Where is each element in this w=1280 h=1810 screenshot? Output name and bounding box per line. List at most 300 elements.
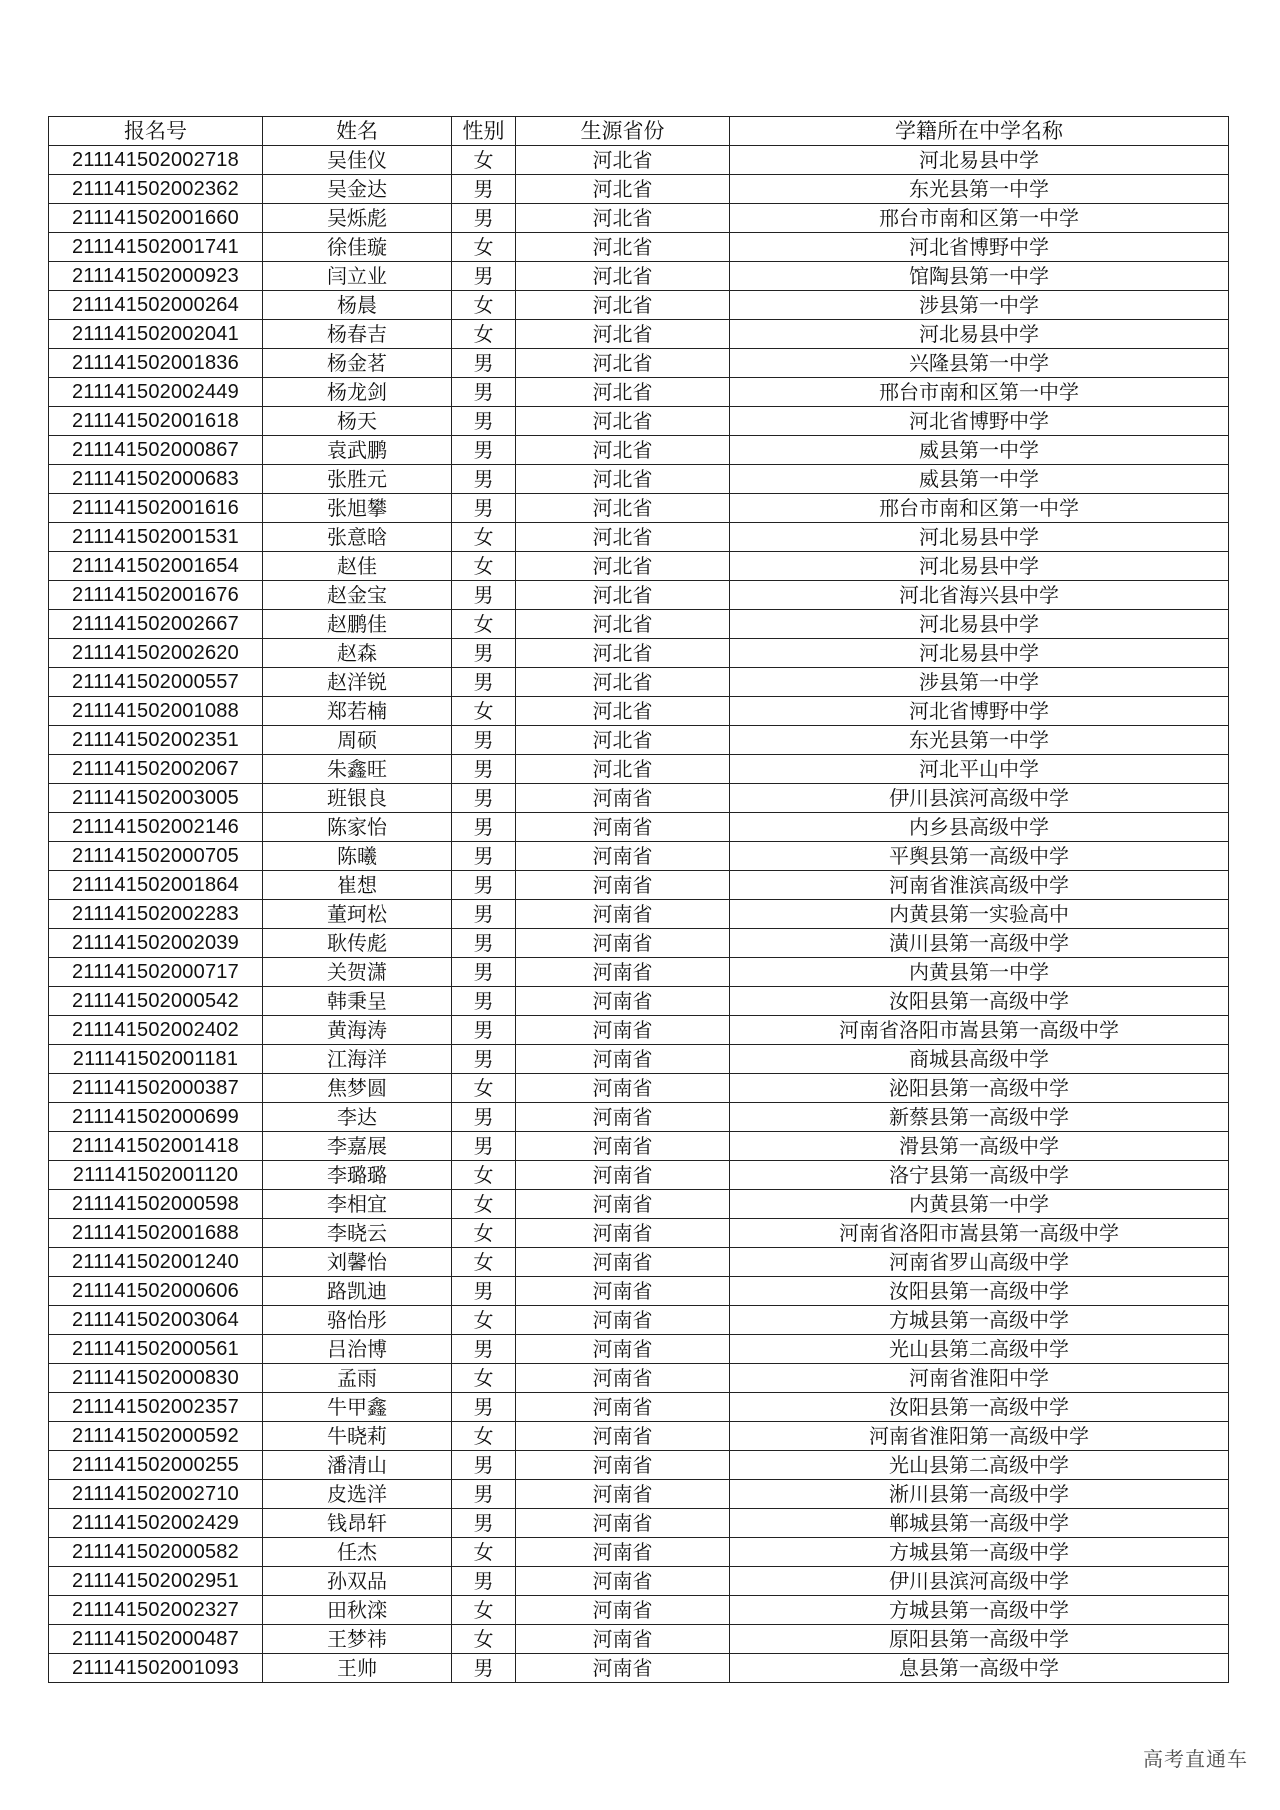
school-name-cell: 内黄县第一实验高中 — [730, 900, 1229, 929]
school-name-cell: 河北省博野中学 — [730, 233, 1229, 262]
source-province-cell: 河北省 — [516, 436, 730, 465]
student-name-cell: 李晓云 — [263, 1219, 452, 1248]
source-province-cell: 河南省 — [516, 1190, 730, 1219]
gender-cell: 男 — [452, 668, 516, 697]
school-name-cell: 内黄县第一中学 — [730, 1190, 1229, 1219]
school-name-cell: 潢川县第一高级中学 — [730, 929, 1229, 958]
school-name-cell: 淅川县第一高级中学 — [730, 1480, 1229, 1509]
gender-cell: 男 — [452, 1393, 516, 1422]
source-province-cell: 河南省 — [516, 871, 730, 900]
source-province-cell: 河北省 — [516, 494, 730, 523]
student-name-cell: 杨晨 — [263, 291, 452, 320]
table-row — [49, 1364, 1229, 1393]
registration-number-cell: 211141502000557 — [49, 668, 263, 697]
gender-cell: 女 — [452, 291, 516, 320]
school-name-cell: 泌阳县第一高级中学 — [730, 1074, 1229, 1103]
registration-number-cell: 211141502003064 — [49, 1306, 263, 1335]
table-row — [49, 175, 1229, 204]
school-name-cell: 新蔡县第一高级中学 — [730, 1103, 1229, 1132]
student-name-cell: 杨春吉 — [263, 320, 452, 349]
school-name-cell: 方城县第一高级中学 — [730, 1596, 1229, 1625]
gender-cell: 男 — [452, 378, 516, 407]
student-name-cell: 路凯迪 — [263, 1277, 452, 1306]
school-name-cell: 兴隆县第一中学 — [730, 349, 1229, 378]
gender-cell: 男 — [452, 494, 516, 523]
source-province-cell: 河北省 — [516, 523, 730, 552]
source-province-cell: 河北省 — [516, 610, 730, 639]
student-name-cell: 李嘉展 — [263, 1132, 452, 1161]
table-row — [49, 465, 1229, 494]
student-name-cell: 李达 — [263, 1103, 452, 1132]
source-province-cell: 河北省 — [516, 175, 730, 204]
source-province-cell: 河南省 — [516, 1016, 730, 1045]
source-province-cell: 河北省 — [516, 320, 730, 349]
gender-cell: 男 — [452, 262, 516, 291]
source-province-cell: 河南省 — [516, 1538, 730, 1567]
school-name-cell: 原阳县第一高级中学 — [730, 1625, 1229, 1654]
table-row — [49, 1132, 1229, 1161]
registration-number-cell: 211141502000606 — [49, 1277, 263, 1306]
student-name-cell: 赵洋锐 — [263, 668, 452, 697]
gender-cell: 男 — [452, 1480, 516, 1509]
student-name-cell: 田秋滦 — [263, 1596, 452, 1625]
student-name-cell: 钱昂轩 — [263, 1509, 452, 1538]
table-row — [49, 1625, 1229, 1654]
gender-cell: 男 — [452, 349, 516, 378]
school-name-cell: 馆陶县第一中学 — [730, 262, 1229, 291]
school-name-cell: 河北易县中学 — [730, 610, 1229, 639]
registration-number-cell: 211141502002429 — [49, 1509, 263, 1538]
student-name-cell: 赵鹏佳 — [263, 610, 452, 639]
gender-cell: 女 — [452, 1596, 516, 1625]
table-row — [49, 610, 1229, 639]
table-row — [49, 639, 1229, 668]
table-row — [49, 1480, 1229, 1509]
registration-number-cell: 211141502001660 — [49, 204, 263, 233]
gender-cell: 女 — [452, 1219, 516, 1248]
source-province-cell: 河南省 — [516, 1393, 730, 1422]
student-name-cell: 吕治博 — [263, 1335, 452, 1364]
source-province-cell: 河北省 — [516, 146, 730, 175]
table-row — [49, 1654, 1229, 1683]
source-province-cell: 河北省 — [516, 233, 730, 262]
gender-cell: 女 — [452, 1074, 516, 1103]
registration-number-cell: 211141502001741 — [49, 233, 263, 262]
gender-cell: 女 — [452, 1161, 516, 1190]
school-name-cell: 河南省淮阳第一高级中学 — [730, 1422, 1229, 1451]
student-name-cell: 袁武鹏 — [263, 436, 452, 465]
table-row — [49, 523, 1229, 552]
gender-cell: 男 — [452, 581, 516, 610]
source-province-cell: 河南省 — [516, 1161, 730, 1190]
school-name-cell: 东光县第一中学 — [730, 726, 1229, 755]
gender-cell: 女 — [452, 523, 516, 552]
source-province-cell: 河南省 — [516, 1596, 730, 1625]
gender-cell: 男 — [452, 436, 516, 465]
source-province-cell: 河北省 — [516, 755, 730, 784]
gender-cell: 女 — [452, 1306, 516, 1335]
student-name-cell: 赵森 — [263, 639, 452, 668]
gender-cell: 女 — [452, 610, 516, 639]
table-row — [49, 1393, 1229, 1422]
student-name-cell: 徐佳璇 — [263, 233, 452, 262]
gender-cell: 女 — [452, 1364, 516, 1393]
source-province-cell: 河北省 — [516, 552, 730, 581]
header-registration-number: 报名号 — [49, 117, 263, 146]
source-province-cell: 河北省 — [516, 639, 730, 668]
table-row — [49, 1306, 1229, 1335]
student-name-cell: 吴金达 — [263, 175, 452, 204]
registration-number-cell: 211141502002039 — [49, 929, 263, 958]
student-name-cell: 孙双品 — [263, 1567, 452, 1596]
gender-cell: 男 — [452, 1277, 516, 1306]
school-name-cell: 河南省罗山高级中学 — [730, 1248, 1229, 1277]
student-name-cell: 焦梦圆 — [263, 1074, 452, 1103]
school-name-cell: 内黄县第一中学 — [730, 958, 1229, 987]
table-row — [49, 378, 1229, 407]
school-name-cell: 汝阳县第一高级中学 — [730, 987, 1229, 1016]
registration-number-cell: 211141502000867 — [49, 436, 263, 465]
source-province-cell: 河南省 — [516, 813, 730, 842]
gender-cell: 男 — [452, 900, 516, 929]
source-province-cell: 河北省 — [516, 726, 730, 755]
source-province-cell: 河北省 — [516, 581, 730, 610]
source-province-cell: 河南省 — [516, 1306, 730, 1335]
school-name-cell: 河北易县中学 — [730, 146, 1229, 175]
school-name-cell: 涉县第一中学 — [730, 668, 1229, 697]
registration-number-cell: 211141502001836 — [49, 349, 263, 378]
student-name-cell: 皮选洋 — [263, 1480, 452, 1509]
school-name-cell: 河北平山中学 — [730, 755, 1229, 784]
registration-number-cell: 211141502000264 — [49, 291, 263, 320]
school-name-cell: 光山县第二高级中学 — [730, 1335, 1229, 1364]
student-name-cell: 耿传彪 — [263, 929, 452, 958]
school-name-cell: 河北易县中学 — [730, 552, 1229, 581]
gender-cell: 男 — [452, 1045, 516, 1074]
table-row — [49, 813, 1229, 842]
gender-cell: 男 — [452, 755, 516, 784]
gender-cell: 女 — [452, 320, 516, 349]
student-name-cell: 王梦祎 — [263, 1625, 452, 1654]
registration-number-cell: 211141502001676 — [49, 581, 263, 610]
gender-cell: 女 — [452, 552, 516, 581]
table-row — [49, 262, 1229, 291]
gender-cell: 男 — [452, 958, 516, 987]
registration-number-cell: 211141502002402 — [49, 1016, 263, 1045]
registration-number-cell: 211141502001654 — [49, 552, 263, 581]
gender-cell: 女 — [452, 146, 516, 175]
school-name-cell: 息县第一高级中学 — [730, 1654, 1229, 1683]
registration-number-cell: 211141502001616 — [49, 494, 263, 523]
student-name-cell: 赵金宝 — [263, 581, 452, 610]
registration-number-cell: 211141502002710 — [49, 1480, 263, 1509]
source-province-cell: 河南省 — [516, 842, 730, 871]
student-name-cell: 朱鑫旺 — [263, 755, 452, 784]
header-source-province: 生源省份 — [516, 117, 730, 146]
source-province-cell: 河北省 — [516, 697, 730, 726]
school-name-cell: 威县第一中学 — [730, 465, 1229, 494]
registration-number-cell: 211141502000923 — [49, 262, 263, 291]
registration-number-cell: 211141502002620 — [49, 639, 263, 668]
gender-cell: 女 — [452, 1625, 516, 1654]
school-name-cell: 涉县第一中学 — [730, 291, 1229, 320]
school-name-cell: 汝阳县第一高级中学 — [730, 1277, 1229, 1306]
source-province-cell: 河南省 — [516, 1509, 730, 1538]
school-name-cell: 光山县第二高级中学 — [730, 1451, 1229, 1480]
table-row — [49, 233, 1229, 262]
school-name-cell: 河北省博野中学 — [730, 407, 1229, 436]
registration-number-cell: 211141502000592 — [49, 1422, 263, 1451]
student-name-cell: 郑若楠 — [263, 697, 452, 726]
registration-number-cell: 211141502001864 — [49, 871, 263, 900]
source-province-cell: 河南省 — [516, 1074, 730, 1103]
registration-number-cell: 211141502001088 — [49, 697, 263, 726]
table-row — [49, 1190, 1229, 1219]
gender-cell: 男 — [452, 813, 516, 842]
table-row — [49, 1451, 1229, 1480]
student-name-cell: 关贺潇 — [263, 958, 452, 987]
student-name-cell: 李相宜 — [263, 1190, 452, 1219]
student-name-cell: 牛晓莉 — [263, 1422, 452, 1451]
table-row — [49, 1161, 1229, 1190]
school-name-cell: 方城县第一高级中学 — [730, 1538, 1229, 1567]
table-row — [49, 552, 1229, 581]
school-name-cell: 汝阳县第一高级中学 — [730, 1393, 1229, 1422]
gender-cell: 女 — [452, 697, 516, 726]
gender-cell: 男 — [452, 639, 516, 668]
gender-cell: 男 — [452, 871, 516, 900]
source-province-cell: 河北省 — [516, 291, 730, 320]
table-row — [49, 1074, 1229, 1103]
student-name-cell: 陈家怡 — [263, 813, 452, 842]
table-row — [49, 726, 1229, 755]
registration-number-cell: 211141502002951 — [49, 1567, 263, 1596]
source-province-cell: 河北省 — [516, 668, 730, 697]
student-name-cell: 吴烁彪 — [263, 204, 452, 233]
registration-number-cell: 211141502001181 — [49, 1045, 263, 1074]
gender-cell: 男 — [452, 1567, 516, 1596]
source-province-cell: 河北省 — [516, 407, 730, 436]
header-school-name: 学籍所在中学名称 — [730, 117, 1229, 146]
source-province-cell: 河南省 — [516, 1103, 730, 1132]
student-name-cell: 吴佳仪 — [263, 146, 452, 175]
table-row — [49, 1509, 1229, 1538]
table-row — [49, 1422, 1229, 1451]
registration-number-cell: 211141502003005 — [49, 784, 263, 813]
registration-number-cell: 211141502002041 — [49, 320, 263, 349]
table-header — [49, 117, 1229, 146]
student-name-cell: 李璐璐 — [263, 1161, 452, 1190]
gender-cell: 男 — [452, 1451, 516, 1480]
registration-number-cell: 211141502000683 — [49, 465, 263, 494]
school-name-cell: 滑县第一高级中学 — [730, 1132, 1229, 1161]
student-name-cell: 黄海涛 — [263, 1016, 452, 1045]
table-body — [49, 146, 1229, 1683]
gender-cell: 男 — [452, 204, 516, 233]
source-province-cell: 河南省 — [516, 929, 730, 958]
gender-cell: 女 — [452, 233, 516, 262]
gender-cell: 男 — [452, 175, 516, 204]
school-name-cell: 邢台市南和区第一中学 — [730, 204, 1229, 233]
table-row — [49, 1248, 1229, 1277]
registration-number-cell: 211141502000255 — [49, 1451, 263, 1480]
table-row — [49, 1335, 1229, 1364]
source-province-cell: 河北省 — [516, 465, 730, 494]
student-name-cell: 张胜元 — [263, 465, 452, 494]
registration-number-cell: 211141502002351 — [49, 726, 263, 755]
gender-cell: 男 — [452, 407, 516, 436]
student-name-cell: 牛甲鑫 — [263, 1393, 452, 1422]
student-name-cell: 江海洋 — [263, 1045, 452, 1074]
table-row — [49, 204, 1229, 233]
table-row — [49, 1016, 1229, 1045]
school-name-cell: 方城县第一高级中学 — [730, 1306, 1229, 1335]
table-row — [49, 1103, 1229, 1132]
source-province-cell: 河南省 — [516, 1045, 730, 1074]
student-name-cell: 骆怡彤 — [263, 1306, 452, 1335]
student-name-cell: 杨天 — [263, 407, 452, 436]
student-name-cell: 董珂松 — [263, 900, 452, 929]
registration-number-cell: 211141502000830 — [49, 1364, 263, 1393]
student-name-cell: 张意晗 — [263, 523, 452, 552]
registration-number-cell: 211141502000699 — [49, 1103, 263, 1132]
gender-cell: 男 — [452, 842, 516, 871]
table-row — [49, 494, 1229, 523]
admission-roster-table — [48, 116, 1229, 1683]
school-name-cell: 东光县第一中学 — [730, 175, 1229, 204]
gender-cell: 男 — [452, 1103, 516, 1132]
registration-number-cell: 211141502002327 — [49, 1596, 263, 1625]
header-gender: 性别 — [452, 117, 516, 146]
table-row — [49, 320, 1229, 349]
registration-number-cell: 211141502000487 — [49, 1625, 263, 1654]
school-name-cell: 内乡县高级中学 — [730, 813, 1229, 842]
header-row — [49, 117, 1229, 146]
table-row — [49, 581, 1229, 610]
school-name-cell: 河南省淮滨高级中学 — [730, 871, 1229, 900]
gender-cell: 男 — [452, 1335, 516, 1364]
student-name-cell: 赵佳 — [263, 552, 452, 581]
source-province-cell: 河北省 — [516, 349, 730, 378]
source-province-cell: 河南省 — [516, 1422, 730, 1451]
student-name-cell: 班银良 — [263, 784, 452, 813]
school-name-cell: 河南省淮阳中学 — [730, 1364, 1229, 1393]
school-name-cell: 河北易县中学 — [730, 523, 1229, 552]
table-row — [49, 784, 1229, 813]
student-name-cell: 杨金茗 — [263, 349, 452, 378]
registration-number-cell: 211141502000582 — [49, 1538, 263, 1567]
table-row — [49, 436, 1229, 465]
table-row — [49, 842, 1229, 871]
registration-number-cell: 211141502000561 — [49, 1335, 263, 1364]
school-name-cell: 河北省博野中学 — [730, 697, 1229, 726]
registration-number-cell: 211141502000717 — [49, 958, 263, 987]
gender-cell: 女 — [452, 1190, 516, 1219]
registration-number-cell: 211141502001618 — [49, 407, 263, 436]
table-row — [49, 871, 1229, 900]
source-province-cell: 河南省 — [516, 1219, 730, 1248]
gender-cell: 男 — [452, 726, 516, 755]
gender-cell: 男 — [452, 929, 516, 958]
table-row — [49, 1596, 1229, 1625]
source-province-cell: 河南省 — [516, 1277, 730, 1306]
registration-number-cell: 211141502001531 — [49, 523, 263, 552]
school-name-cell: 河南省洛阳市嵩县第一高级中学 — [730, 1219, 1229, 1248]
table-row — [49, 349, 1229, 378]
school-name-cell: 威县第一中学 — [730, 436, 1229, 465]
gender-cell: 男 — [452, 465, 516, 494]
gender-cell: 女 — [452, 1248, 516, 1277]
student-name-cell: 张旭攀 — [263, 494, 452, 523]
registration-number-cell: 211141502000387 — [49, 1074, 263, 1103]
source-province-cell: 河南省 — [516, 1625, 730, 1654]
school-name-cell: 河南省洛阳市嵩县第一高级中学 — [730, 1016, 1229, 1045]
table-row — [49, 929, 1229, 958]
table-row — [49, 407, 1229, 436]
table-row — [49, 987, 1229, 1016]
source-province-cell: 河南省 — [516, 1654, 730, 1683]
school-name-cell: 邢台市南和区第一中学 — [730, 378, 1229, 407]
table-row — [49, 1277, 1229, 1306]
table-row — [49, 958, 1229, 987]
source-province-cell: 河南省 — [516, 1451, 730, 1480]
registration-number-cell: 211141502001418 — [49, 1132, 263, 1161]
gender-cell: 男 — [452, 987, 516, 1016]
source-province-cell: 河南省 — [516, 1480, 730, 1509]
registration-number-cell: 211141502002067 — [49, 755, 263, 784]
registration-number-cell: 211141502001120 — [49, 1161, 263, 1190]
student-name-cell: 王帅 — [263, 1654, 452, 1683]
registration-number-cell: 211141502002362 — [49, 175, 263, 204]
school-name-cell: 平舆县第一高级中学 — [730, 842, 1229, 871]
watermark: 高考直通车 — [1143, 1747, 1248, 1771]
school-name-cell: 伊川县滨河高级中学 — [730, 784, 1229, 813]
registration-number-cell: 211141502002146 — [49, 813, 263, 842]
student-name-cell: 任杰 — [263, 1538, 452, 1567]
registration-number-cell: 211141502000598 — [49, 1190, 263, 1219]
table-row — [49, 900, 1229, 929]
gender-cell: 男 — [452, 784, 516, 813]
registration-number-cell: 211141502002283 — [49, 900, 263, 929]
source-province-cell: 河南省 — [516, 1132, 730, 1161]
registration-number-cell: 211141502001688 — [49, 1219, 263, 1248]
source-province-cell: 河南省 — [516, 1364, 730, 1393]
source-province-cell: 河南省 — [516, 987, 730, 1016]
table-row — [49, 291, 1229, 320]
student-name-cell: 杨龙剑 — [263, 378, 452, 407]
source-province-cell: 河南省 — [516, 784, 730, 813]
source-province-cell: 河南省 — [516, 1335, 730, 1364]
student-name-cell: 潘清山 — [263, 1451, 452, 1480]
registration-number-cell: 211141502002718 — [49, 146, 263, 175]
table-row — [49, 755, 1229, 784]
header-name: 姓名 — [263, 117, 452, 146]
school-name-cell: 邢台市南和区第一中学 — [730, 494, 1229, 523]
source-province-cell: 河南省 — [516, 900, 730, 929]
registration-number-cell: 211141502000542 — [49, 987, 263, 1016]
source-province-cell: 河北省 — [516, 204, 730, 233]
school-name-cell: 河北易县中学 — [730, 639, 1229, 668]
school-name-cell: 商城县高级中学 — [730, 1045, 1229, 1074]
gender-cell: 男 — [452, 1509, 516, 1538]
table-row — [49, 146, 1229, 175]
student-name-cell: 韩秉呈 — [263, 987, 452, 1016]
registration-number-cell: 211141502001093 — [49, 1654, 263, 1683]
registration-number-cell: 211141502002667 — [49, 610, 263, 639]
school-name-cell: 伊川县滨河高级中学 — [730, 1567, 1229, 1596]
table-row — [49, 1538, 1229, 1567]
gender-cell: 女 — [452, 1422, 516, 1451]
